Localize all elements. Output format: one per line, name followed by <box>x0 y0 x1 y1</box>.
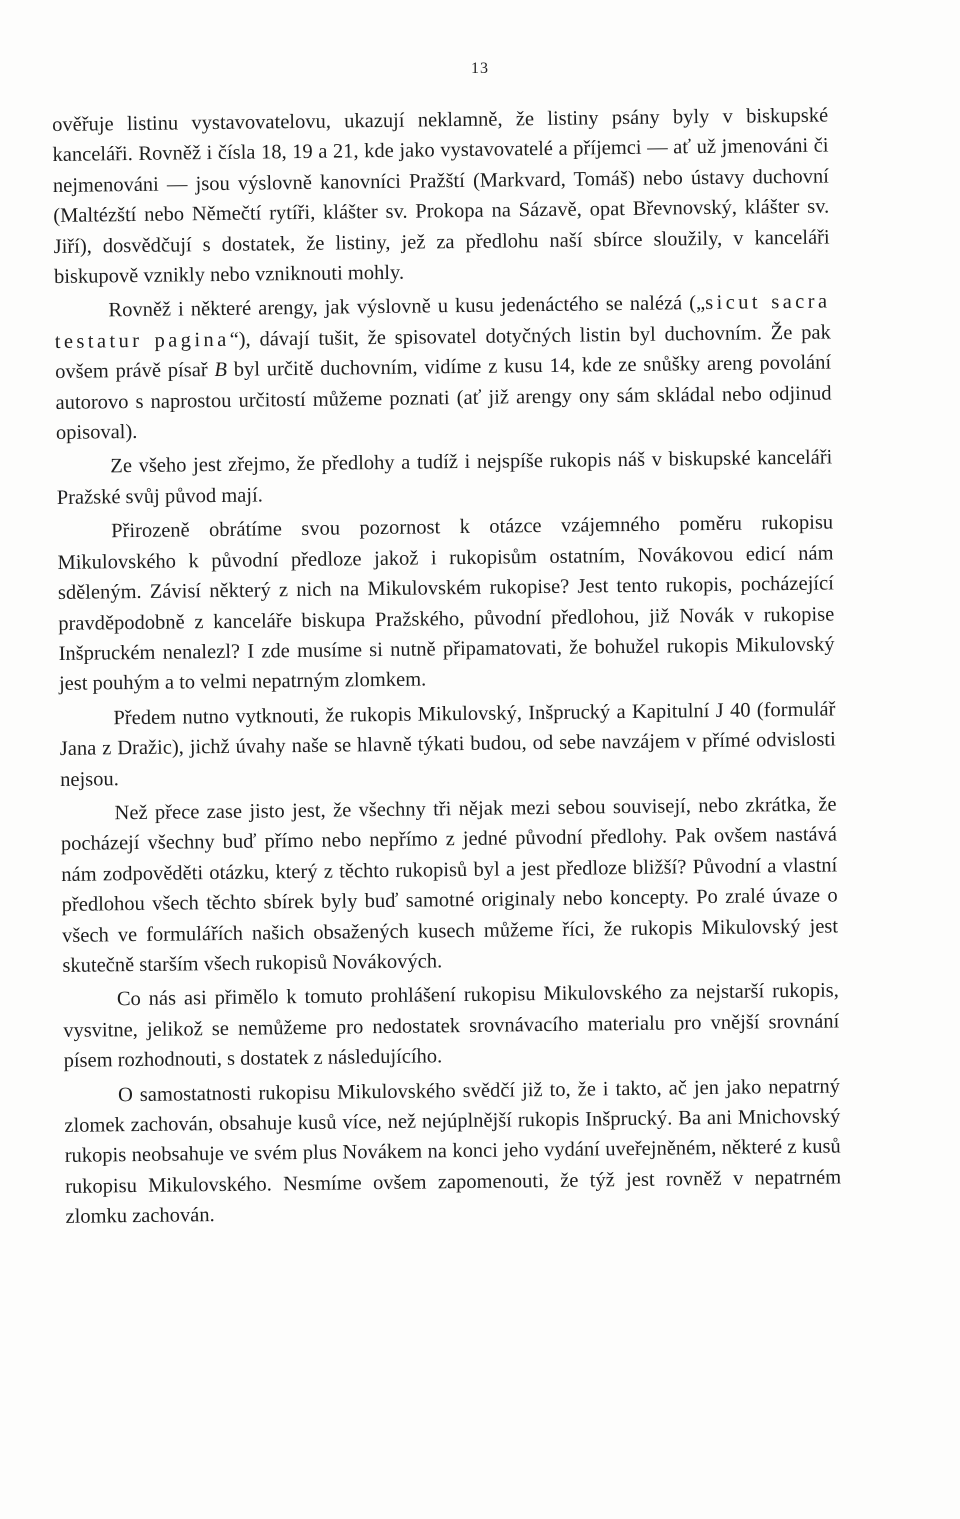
paragraph-5: Předem nutno vytknouti, že rukopis Mikulovský, Inšprucký a Kapitulní J 40 (formulář Jana z Dražic), jichž úvahy naše se hlavně týkati budou, od sebe navzájem v přímé odvislosti nejsou. <box>59 698 836 791</box>
latin-quote: sicut sacra testatur pagina <box>54 290 831 353</box>
paragraph-1: ověřuje listinu vystavovatelovu, ukazují neklamně, že listiny psány byly v biskupské kanceláři. Rovněž i čísla 18, 19 a 21, kde jako vystavovatelé a příjemci — ať už jmenováni či nejmenováni — jsou výslovně kanovníci Pražští (Markvard, Tomáš) nebo ústavy duchovní (Maltézští nebo Němečtí rytíři, klášter sv. Prokopa na Sázavě, opat Břevnovský, klášter sv. Jiří), dosvědčují s dostatek, že listiny, jež za předlohu naší sbírce sloužily, v kanceláři biskupově vznikly nebo vzniknouti mohly. <box>52 104 830 289</box>
paragraph-3: Ze všeho jest zřejmo, že předlohy a tudíž i nejspíše rukopis náš v biskupské kanceláři Pražské svůj původ mají. <box>56 446 833 509</box>
paragraph-7: Co nás asi přimělo k tomuto prohlášení rukopisu Mikulovského za nejstarší rukopis, vysvitne, jelikož se nemůžeme pro nedostatek srovnávacího materialu pro vnější srovnání písem rozhodnouti, s dostatek z následujícího. <box>63 979 840 1073</box>
paragraph-2-tail: byl určitě duchovním, vidíme z kusu 14, kde ze snůšky areng povolání autorovo s naprostou určitostí můžeme poznati (ať již arengy ony sám skládal nebo odjinud opisoval). <box>55 351 832 445</box>
paragraph-2-middle: “), dávají tušit, že spisovatel dotyčných listin byl duchovním. Že pak ovšem právě písař <box>55 321 831 384</box>
paragraph-2 <box>54 287 832 449</box>
scribe-letter: B <box>214 359 228 382</box>
paragraph-6: Než přece zase jisto jest, že všechny tři nějak mezi sebou souvisejí, nebo zkrátka, že pocházejí všechny buď přímo nebo nepřímo z jedné původní předlohy. Pak ovšem nastává nám zodpověděti otázku, který z těchto rukopisů byl a jest předloze bližší? Původní a vlastní předlohou všech těchto sbírek byly buď samotné originaly nebo koncepty. Po zralé úvaze o všech ve formulářích našich obsažených kusech můžeme říci, že rukopis Mikulovský jest skutečně starším všech rukopisů Novákových. <box>60 793 839 977</box>
paragraph-2-lead: Rovněž i některé arengy, jak výslovně u kusu jedenáctého se nalézá („ <box>108 292 706 322</box>
page-number: 13 <box>471 60 489 77</box>
paragraph-4: Přirozeně obrátíme svou pozornost k otázce vzájemného poměru rukopisu Mikulovského k původní předloze jakož i rukopisům ostatním, Novákovou edicí nám sděleným. Závisí některý z nich na Mikulovském rukopise? Jest tento rukopis, pocházející pravděpodobně z kanceláře biskupa Pražského, původní předlohou, již Novák v rukopise Inšpruckém nenalezl? I zde musíme si nutně připamatovati, že bohužel rukopis Mikulovský jest pouhým a to velmi nepatrným zlomkem. <box>57 511 835 696</box>
paragraph-8: O samostatnosti rukopisu Mikulovského svědčí již to, že i takto, ač jen jako nepatrný zlomek zachován, obsahuje kusů více, než nejúplnější rukopis Inšprucký. Ba ani Mnichovský rukopis neobsahuje ve svém plus Novákem na konci jeho vydání uveřejněném, některé z kusů rukopisu Mikulovského. Nesmíme ovšem zapomenouti, že týž jest rovněž v nepatrném zlomku zachován. <box>64 1075 842 1229</box>
body-text <box>52 101 842 1237</box>
